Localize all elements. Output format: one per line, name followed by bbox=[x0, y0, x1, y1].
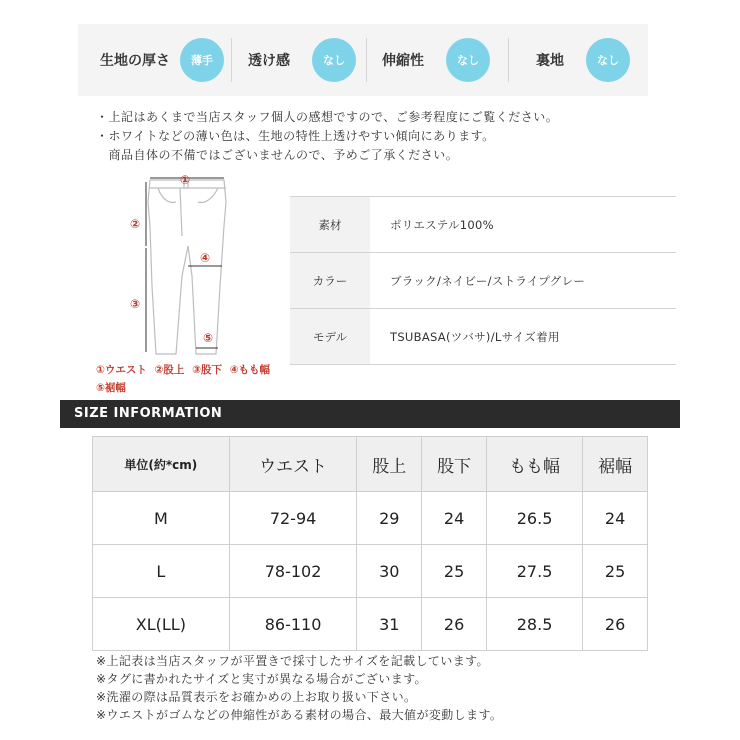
size-information-banner: SIZE INFORMATION bbox=[60, 400, 680, 428]
attr-value-badge: なし bbox=[446, 38, 490, 82]
table-cell: 26 bbox=[583, 598, 648, 651]
marker-5: ⑤ bbox=[203, 331, 214, 345]
pants-outline-icon bbox=[148, 180, 226, 354]
marker-2: ② bbox=[130, 217, 141, 231]
table-cell: 31 bbox=[357, 598, 422, 651]
attr-value-badge: なし bbox=[586, 38, 630, 82]
pants-measurement-diagram bbox=[100, 166, 280, 360]
material-value: ポリエステル100% bbox=[370, 197, 676, 253]
attr-label: 裏地 bbox=[536, 53, 564, 69]
size-label: XL(LL) bbox=[93, 598, 230, 651]
fabric-notes bbox=[96, 108, 558, 165]
marker-3: ③ bbox=[130, 297, 141, 311]
legend-item: ④もも幅 bbox=[229, 364, 271, 376]
table-cell: 72-94 bbox=[229, 492, 357, 545]
divider bbox=[231, 38, 232, 82]
material-value: ブラック/ネイビー/ストライプグレー bbox=[370, 253, 676, 309]
table-cell: 78-102 bbox=[229, 545, 357, 598]
note-line: 商品自体の不備ではございませんので、予めご了承ください。 bbox=[96, 148, 459, 162]
table-cell: 29 bbox=[357, 492, 422, 545]
material-key: モデル bbox=[290, 309, 370, 365]
material-key: カラー bbox=[290, 253, 370, 309]
measurement-legend bbox=[96, 362, 274, 395]
table-cell: 86-110 bbox=[229, 598, 357, 651]
size-label: M bbox=[93, 492, 230, 545]
table-cell: 30 bbox=[357, 545, 422, 598]
table-row bbox=[93, 492, 648, 545]
table-row bbox=[290, 197, 676, 253]
attr-label: 透け感 bbox=[248, 53, 290, 69]
attr-label: 伸縮性 bbox=[382, 53, 424, 69]
header-waist: ウエスト bbox=[229, 437, 357, 492]
footnote-line: ※タグに書かれたサイズと実寸が異なる場合がございます。 bbox=[96, 672, 427, 686]
fabric-attributes-bar bbox=[78, 24, 648, 96]
table-cell: 25 bbox=[422, 545, 487, 598]
note-line: ・ホワイトなどの薄い色は、生地の特性上透けやすい傾向にあります。 bbox=[96, 129, 495, 143]
legend-item: ②股上 bbox=[154, 364, 185, 376]
header-rise: 股上 bbox=[357, 437, 422, 492]
table-cell: 27.5 bbox=[486, 545, 582, 598]
marker-1: ① bbox=[180, 173, 191, 187]
table-header-row bbox=[93, 437, 648, 492]
table-cell: 26.5 bbox=[486, 492, 582, 545]
header-unit: 単位(約*cm) bbox=[93, 437, 230, 492]
header-hem: 裾幅 bbox=[583, 437, 648, 492]
table-row bbox=[290, 253, 676, 309]
table-cell: 28.5 bbox=[486, 598, 582, 651]
attr-value-badge: 薄手 bbox=[180, 38, 224, 82]
table-cell: 25 bbox=[583, 545, 648, 598]
footnote-line: ※上記表は当店スタッフが平置きで採寸したサイズを記載しています。 bbox=[96, 654, 489, 668]
legend-item: ③股下 bbox=[192, 364, 222, 376]
attr-transparency bbox=[248, 24, 356, 96]
footnote-line: ※ウエストがゴムなどの伸縮性がある素材の場合、最大値が変動します。 bbox=[96, 708, 503, 722]
marker-4: ④ bbox=[200, 251, 211, 265]
header-thigh: もも幅 bbox=[486, 437, 582, 492]
table-cell: 24 bbox=[422, 492, 487, 545]
table-cell: 24 bbox=[583, 492, 648, 545]
table-row bbox=[290, 309, 676, 365]
legend-item: ⑤裾幅 bbox=[96, 382, 126, 394]
table-cell: 26 bbox=[422, 598, 487, 651]
attr-lining bbox=[536, 24, 630, 96]
attr-stretch bbox=[382, 24, 490, 96]
attr-label: 生地の厚さ bbox=[100, 53, 170, 69]
material-table bbox=[290, 196, 676, 365]
material-value: TSUBASA(ツバサ)/Lサイズ着用 bbox=[370, 309, 676, 365]
table-row bbox=[93, 545, 648, 598]
legend-item: ①ウエスト bbox=[96, 364, 147, 376]
size-table bbox=[92, 436, 648, 651]
material-key: 素材 bbox=[290, 197, 370, 253]
attr-value-badge: なし bbox=[312, 38, 356, 82]
divider bbox=[508, 38, 509, 82]
footnote-line: ※洗濯の際は品質表示をお確かめの上お取り扱い下さい。 bbox=[96, 690, 417, 704]
size-footnotes bbox=[96, 652, 502, 724]
table-row bbox=[93, 598, 648, 651]
size-label: L bbox=[93, 545, 230, 598]
header-inseam: 股下 bbox=[422, 437, 487, 492]
attr-thickness bbox=[100, 24, 224, 96]
note-line: ・上記はあくまで当店スタッフ個人の感想ですので、ご参考程度にご覧ください。 bbox=[96, 110, 559, 124]
divider bbox=[366, 38, 367, 82]
